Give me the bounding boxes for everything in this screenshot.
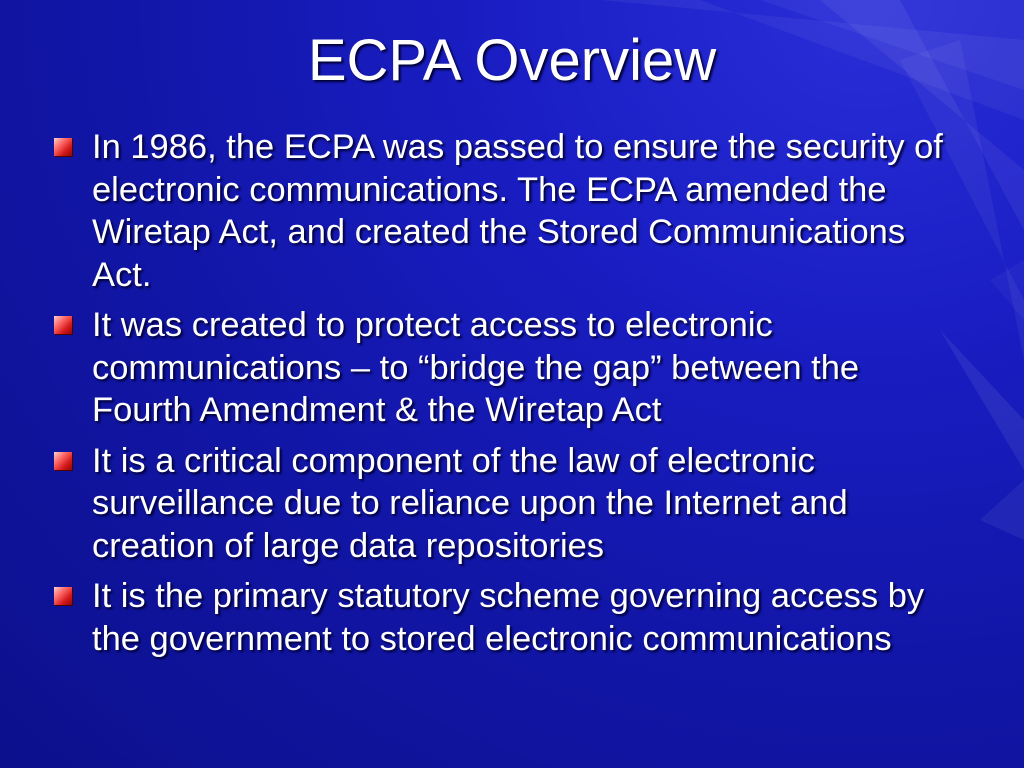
bullet-text: It is a critical component of the law of electronic surveillance due to reliance upon the Internet and creation of large data repositories (92, 441, 848, 565)
bullet-text: It was created to protect access to electronic communications – to “bridge the gap” between the Fourth Amendment & the Wiretap Act (92, 306, 860, 429)
bullet-text: In 1986, the ECPA was passed to ensure the security of electronic communications. The ECPA amended the Wiretap Act, and created the Stored Communications Act. (92, 128, 943, 294)
red-square-bullet-icon (54, 316, 72, 334)
red-square-bullet-icon (54, 452, 72, 470)
bullet-item (52, 304, 952, 432)
bullet-text: It is the primary statutory scheme governing access by the government to stored electronic communications (92, 577, 925, 658)
red-square-bullet-icon (54, 587, 72, 605)
bullet-item (52, 440, 952, 568)
red-square-bullet-icon (54, 138, 72, 156)
slide-title: ECPA Overview (307, 28, 717, 93)
bullet-item (52, 575, 952, 660)
bullet-list (52, 126, 952, 668)
bullet-item (52, 126, 952, 296)
